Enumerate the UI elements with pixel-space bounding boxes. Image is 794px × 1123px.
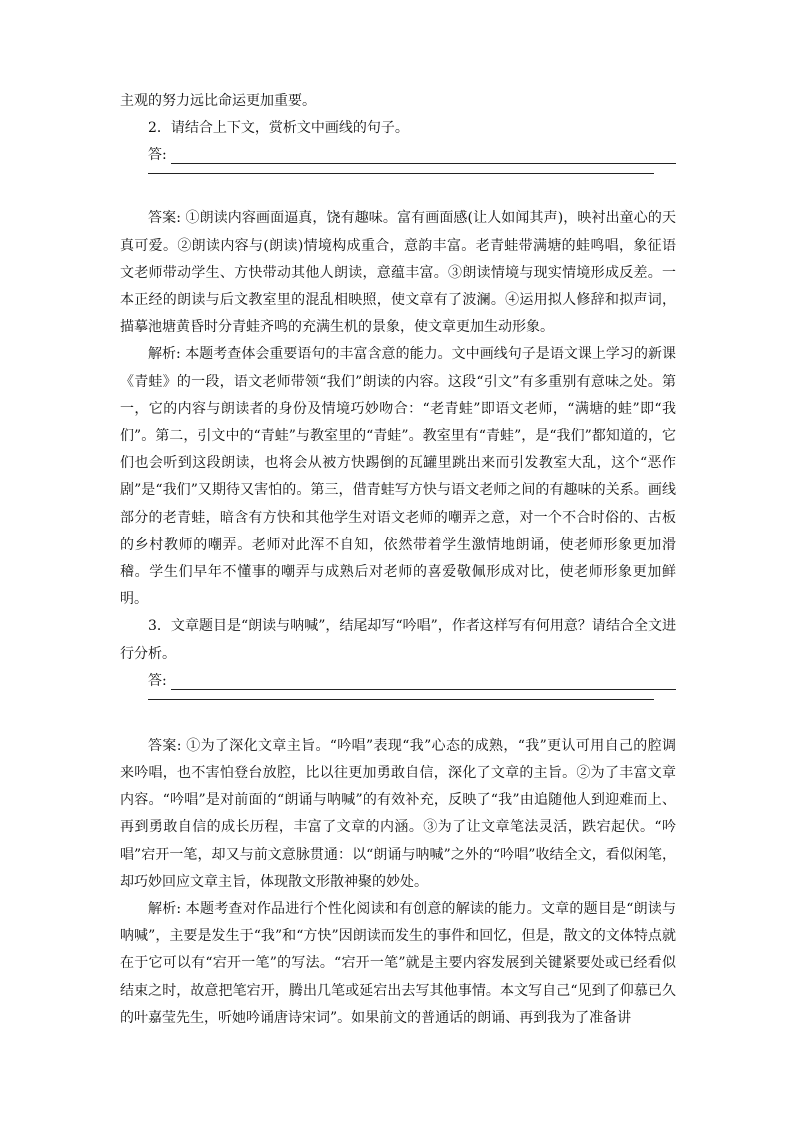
answer-line-q2[interactable] bbox=[120, 142, 676, 169]
analysis-q3: 解析: 本题考查对作品进行个性化阅读和有创意的解读的能力。文章的题目是“朗读与呐喊”，主要是发生于“我”和“方快”因朗读而发生的事件和回忆，但是，散文的文体特点就在于它可以有“宕开一笔”的写法。“宕开一笔”就是主要内容发展到关键紧要处或已经看似结束之时，故意把笔宕开，腾出几笔或延宕出去写其他事情。本文写自己“见到了仰慕已久的叶嘉莹先生，听她吟诵唐诗宋词”。如果前文的普通话的朗诵、再到我为了准备讲 bbox=[120, 901, 676, 1026]
answer-blank-line[interactable] bbox=[120, 695, 676, 715]
answer-underline bbox=[171, 689, 676, 690]
answer-label: 答: bbox=[148, 672, 167, 689]
answer-blank-line[interactable] bbox=[120, 169, 676, 189]
answer-line-q3[interactable] bbox=[120, 668, 676, 695]
answer-q2: 答案: ①朗读内容画面逼真，饶有趣味。富有画面感(让人如闻其声)，映衬出童心的天真可爱。②朗读内容与(朗读)情境构成重合，意韵丰富。老青蛙带满塘的蛙鸣唱，象征语文老师带动学生、方快带动其他人朗读，意蕴丰富。③朗读情境与现实情境形成反差。一本正经的朗读与后文教室里的混乱相映照，使文章有了波澜。④运用拟人修辞和拟声词，描摹池塘黄昏时分青蛙齐鸣的充满生机的景象，使文章更加生动形象。 bbox=[120, 210, 676, 336]
answer-label: 答: bbox=[148, 147, 167, 164]
question-3: 3．文章题目是“朗读与呐喊”，结尾却写“吟唱”，作者这样写有何用意？请结合全文进行分析。 bbox=[120, 618, 676, 662]
answer-underline bbox=[171, 163, 676, 164]
intro-line: 主观的努力远比命运更加重要。 bbox=[120, 93, 316, 109]
analysis-q2: 解析: 本题考查体会重要语句的丰富含意的能力。文中画线句子是语文课上学习的新课《青蛙》的一段，语文老师带领“我们”朗读的内容。这段“引文”有多重别有意味之处。第一，它的内容与朗读者的身份及情境巧妙吻合：“老青蛙”即语文老师，“满塘的蛙”即“我们”。第二，引文中的“青蛙”与教室里的“青蛙”。教室里有“青蛙”，是“我们”都知道的，它们也会听到这段朗读，也将会从被方快踢倒的瓦罐里跳出来而引发教室大乱，这个“恶作剧”是“我们”又期待又害怕的。第三，借青蛙写方快与语文老师之间的有趣味的关系。画线部分的老青蛙，暗含有方快和其他学生对语文老师的嘲弄之意，对一个不合时俗的、古板的乡村教师的嘲弄。老师对此浑不自知，依然带着学生激情地朗诵，使老师形象更加滑稽。学生们早年不懂事的嘲弄与成熟后对老师的喜爱敬佩形成对比，使老师形象更加鲜明。 bbox=[120, 346, 676, 608]
answer-underline bbox=[148, 699, 654, 700]
document-page bbox=[120, 88, 676, 1032]
answer-q3: 答案: ①为了深化文章主旨。“吟唱”表现“我”心态的成熟，“我”更认可用自己的腔调来吟唱，也不害怕登台放腔，比以往更加勇敢自信，深化了文章的主旨。②为了丰富文章内容。“吟唱”是对前面的“朗诵与呐喊”的有效补充，反映了“我”由追随他人到迎难而上、再到勇敢自信的成长历程，丰富了文章的内涵。③为了让文章笔法灵活，跌宕起伏。“吟唱”宕开一笔，却又与前文意脉贯通：以“朗诵与呐喊”之外的“吟唱”收结全文，看似闲笔，却巧妙回应文章主旨，体现散文形散神聚的妙处。 bbox=[120, 737, 676, 890]
question-2: 2．请结合上下文，赏析文中画线的句子。 bbox=[148, 120, 409, 137]
answer-underline bbox=[148, 173, 654, 174]
